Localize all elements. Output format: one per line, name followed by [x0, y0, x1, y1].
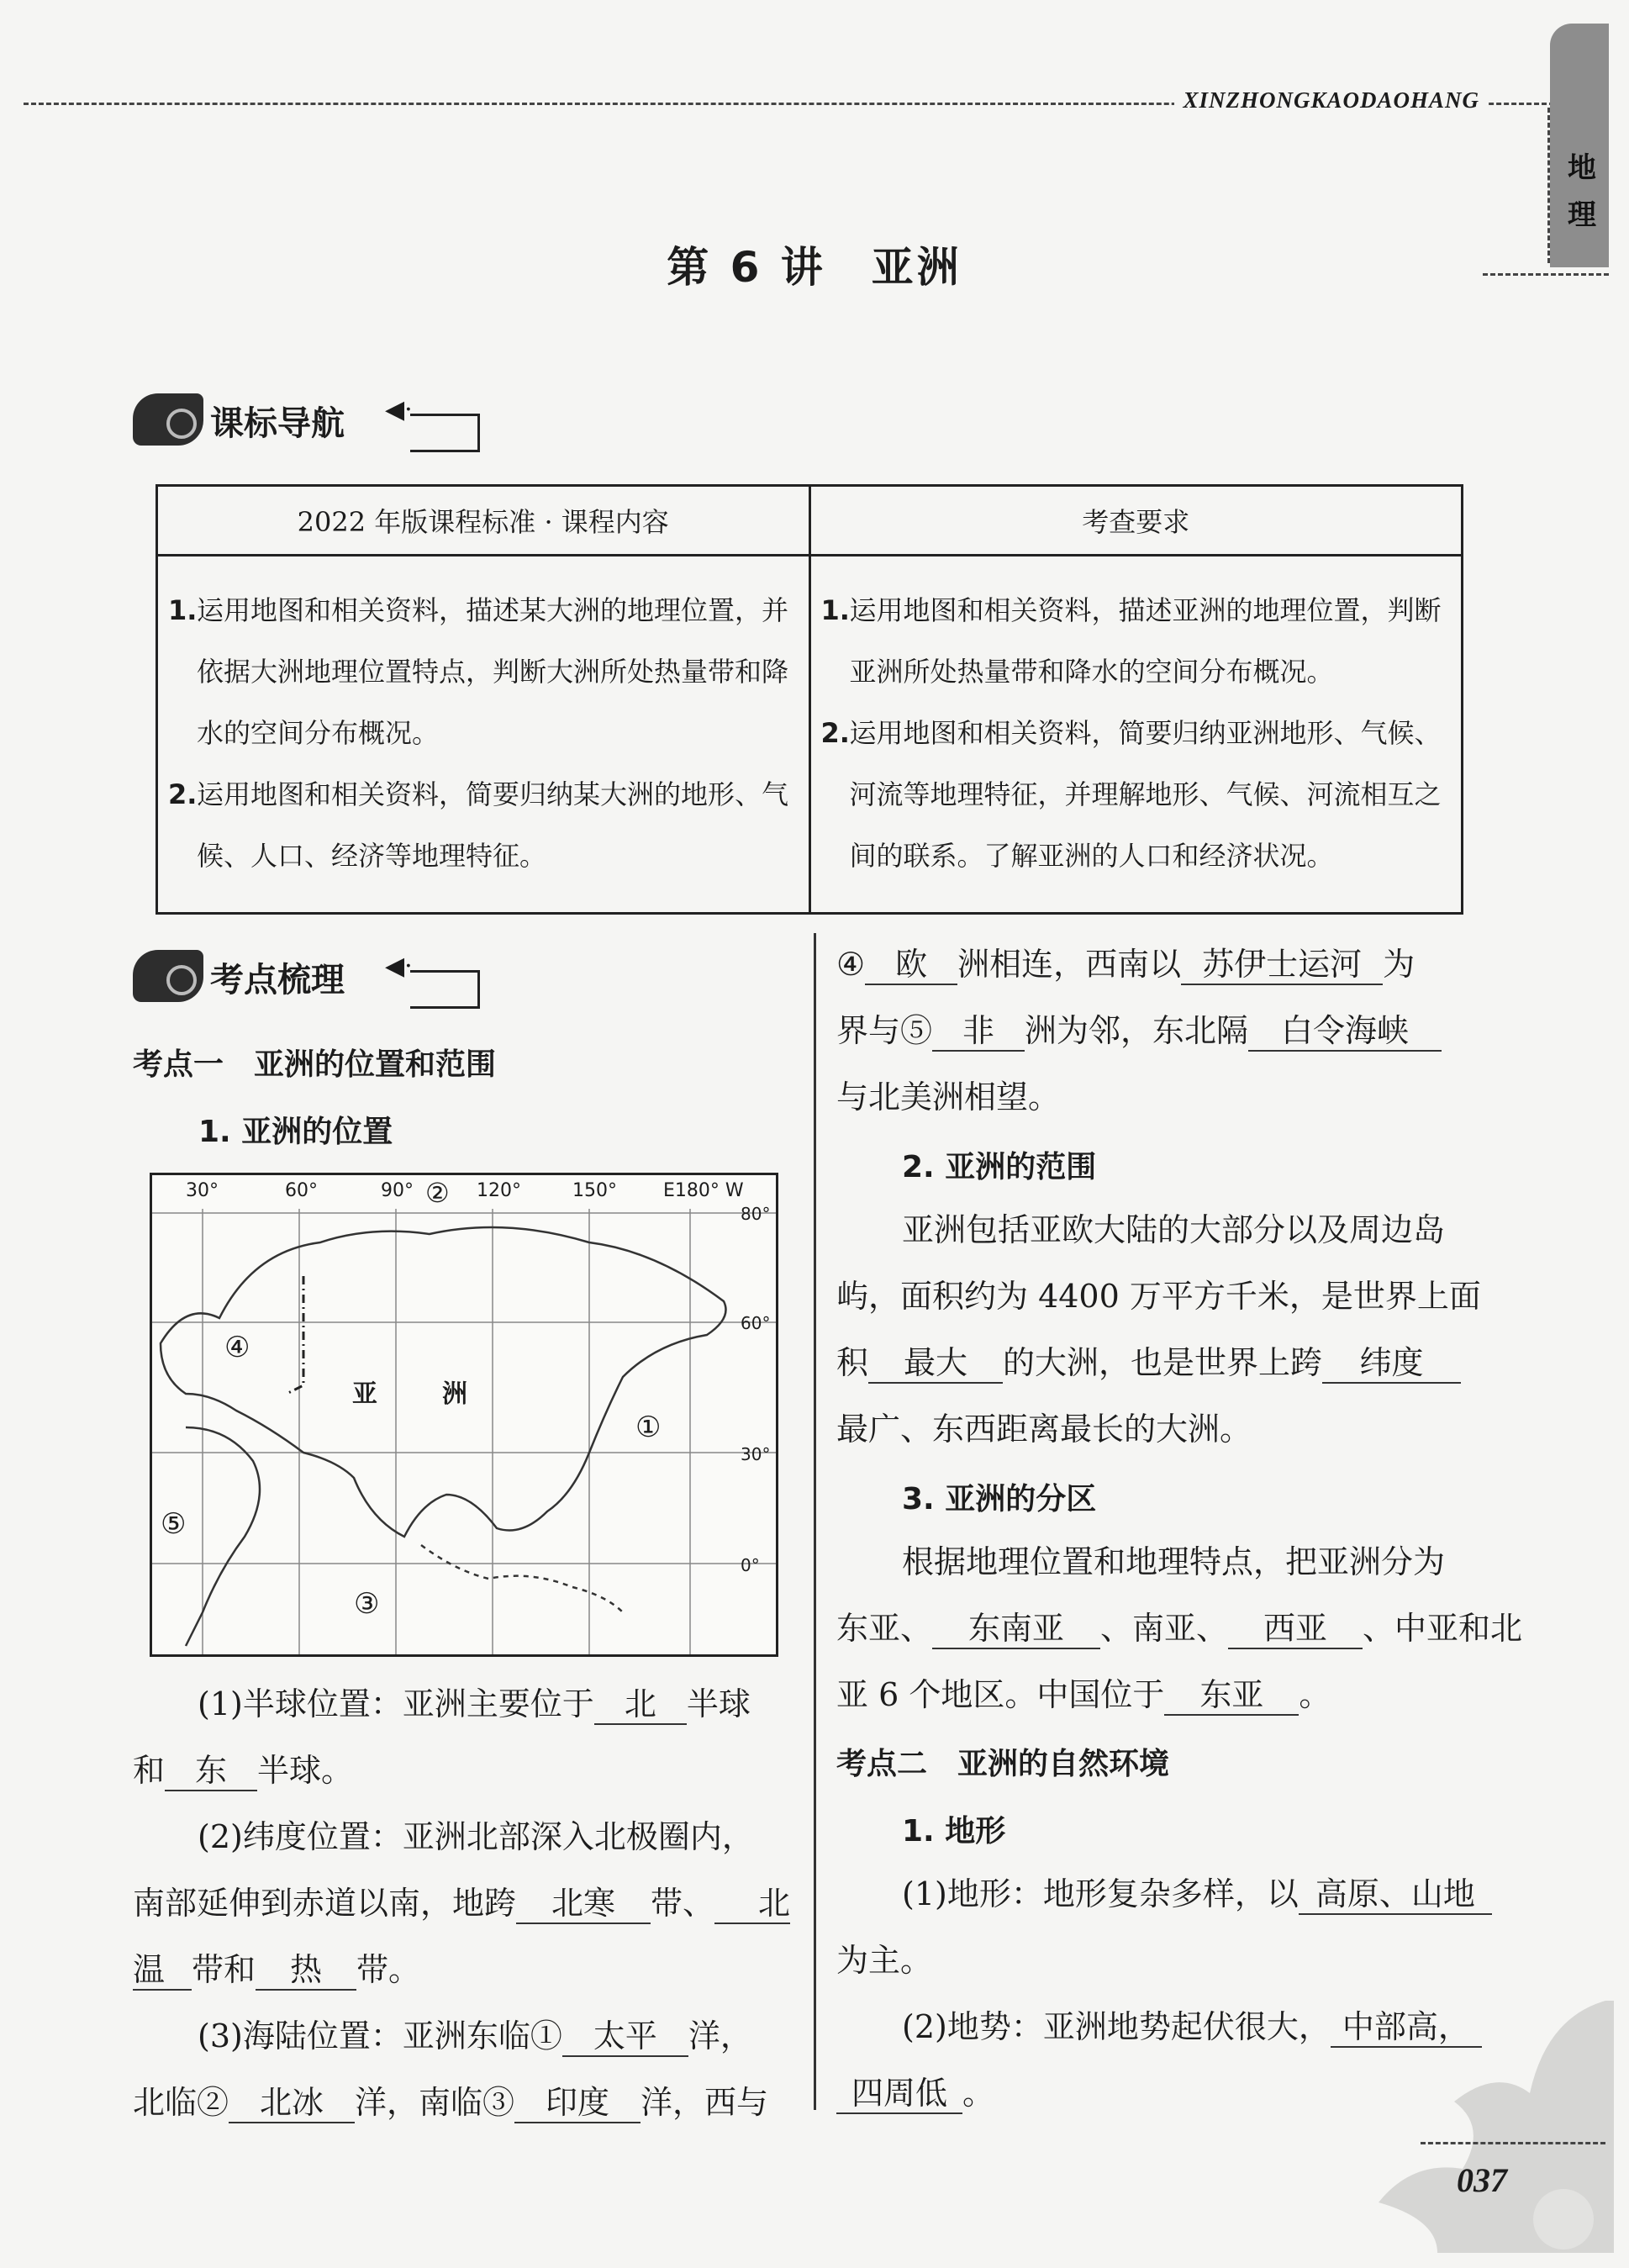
- arrow-icon: ◀·: [385, 395, 413, 425]
- paragraph: 与北美洲相望。: [836, 1079, 1061, 1116]
- paragraph: [198, 2003, 811, 2070]
- answer-blank: 欧: [865, 947, 957, 985]
- answer-blank: 热: [256, 1952, 356, 1991]
- answer-blank: 四周低: [836, 2075, 962, 2114]
- paragraph: [133, 1738, 805, 1804]
- section-header-points: [133, 948, 486, 1005]
- paragraph: 屿，面积约为 4400 万平方千米，是世界上面: [836, 1278, 1481, 1315]
- map-marker: ②: [425, 1177, 450, 1209]
- text: 带和: [192, 1951, 256, 1988]
- paragraph: [836, 1662, 1500, 1728]
- side-tab-char: 理: [1568, 198, 1596, 232]
- map-marker: ④: [224, 1331, 250, 1364]
- paragraph: [133, 2070, 814, 2136]
- item-text: 运用地图和相关资料，描述某大洲的地理位置，并依据大洲地理位置特点，判断大洲所处热量带和降水的空间分布概况。: [197, 594, 789, 749]
- paragraph: [836, 1596, 1523, 1662]
- section-title: 课标导航: [210, 404, 345, 443]
- paragraph: [198, 1671, 803, 1738]
- text: 亚 6 个地区。中国位于: [836, 1676, 1165, 1713]
- answer-blank: 北: [594, 1686, 687, 1725]
- text: 的大洲，也是世界上跨: [1003, 1344, 1323, 1381]
- answer-blank: 最大: [868, 1345, 1003, 1384]
- text: 南部延伸到赤道以南，地跨: [133, 1885, 517, 1922]
- text: (2)地势：亚洲地势起伏很大，: [902, 2008, 1331, 2045]
- sub-heading: 3. 亚洲的分区: [902, 1482, 1097, 1516]
- map-lon-label: E180° W: [663, 1180, 744, 1201]
- section-title: 考点梳理: [210, 961, 345, 1000]
- text: 、中亚和北: [1363, 1610, 1523, 1647]
- sub-heading: 2. 亚洲的范围: [902, 1150, 1097, 1184]
- paragraph: (2)纬度位置：亚洲北部深入北极圈内，: [198, 1818, 754, 1855]
- map-lat-label: 30°: [741, 1444, 771, 1464]
- text: 洋，西与: [641, 2084, 769, 2121]
- paragraph: 根据地理位置和地理特点，把亚洲分为: [902, 1543, 1446, 1580]
- text: 半球: [686, 1685, 751, 1722]
- map-lon-label: 150°: [572, 1180, 617, 1201]
- section-bracket: [410, 970, 480, 1009]
- item-text: 运用地图和相关资料，描述亚洲的地理位置，判断亚洲所处热量带和降水的空间分布概况。: [849, 594, 1442, 688]
- answer-blank: 苏伊士运河: [1181, 947, 1383, 985]
- map-marker: ①: [635, 1411, 662, 1444]
- paragraph: 亚洲包括亚欧大陆的大部分以及周边岛: [902, 1211, 1446, 1248]
- sub-heading: 1. 地形: [902, 1814, 1006, 1849]
- text: 洲相连，西南以: [957, 946, 1182, 983]
- answer-blank: 东南亚: [932, 1611, 1100, 1649]
- item-number: 2.: [820, 717, 850, 749]
- list-item: [168, 580, 799, 764]
- map-lon-label: 90°: [381, 1180, 414, 1201]
- side-tab-label: [1557, 145, 1607, 239]
- table-header: 考查要求: [809, 486, 1463, 556]
- answer-blank: 非: [932, 1013, 1025, 1052]
- side-tab-char: 地: [1568, 151, 1596, 185]
- list-item: [821, 703, 1452, 887]
- sub-heading: 1. 亚洲的位置: [198, 1115, 393, 1149]
- paragraph: [836, 1330, 1500, 1396]
- list-item: [821, 580, 1452, 703]
- text: 东亚、: [836, 1610, 933, 1647]
- paragraph: [836, 2060, 994, 2127]
- answer-blank: 白令海峡: [1248, 1013, 1442, 1052]
- section-bracket: [410, 414, 480, 452]
- text: 和: [133, 1752, 166, 1789]
- answer-blank: 太平: [562, 2018, 688, 2057]
- item-text: 运用地图和相关资料，简要归纳某大洲的地形、气候、人口、经济等地理特征。: [197, 778, 789, 872]
- text: 带。: [356, 1951, 421, 1988]
- list-item: [168, 764, 799, 887]
- text: 。: [962, 2075, 995, 2112]
- map-lon-label: 60°: [285, 1180, 318, 1201]
- text: 、南亚、: [1100, 1610, 1229, 1647]
- paragraph: [836, 998, 1500, 1064]
- answer-blank: 北寒: [516, 1886, 651, 1924]
- map-lat-label: 60°: [741, 1313, 771, 1333]
- answer-blank: 东亚: [1164, 1677, 1299, 1716]
- answer-blank: 印度: [514, 2085, 641, 2123]
- text: 。: [1299, 1676, 1331, 1713]
- text: 为: [1383, 946, 1415, 983]
- page-number: 037: [1457, 2161, 1507, 2199]
- table-cell-right: [809, 556, 1463, 914]
- running-title: XINZHONGKAODAOHANG: [1174, 87, 1488, 113]
- text: 北临②: [133, 2084, 229, 2121]
- text: (1)地形：地形复杂多样，以: [902, 1875, 1299, 1912]
- decorative-splash: [1244, 1967, 1614, 2253]
- item-number: 2.: [168, 778, 198, 810]
- text: 洋，: [688, 2017, 752, 2054]
- text: 洲为邻，东北隔: [1025, 1012, 1249, 1049]
- page-title: 第 6 讲 亚洲: [667, 243, 962, 292]
- item-number: 1.: [820, 594, 850, 626]
- kp2-title: 考点二 亚洲的自然环境: [836, 1747, 1170, 1781]
- map-lon-label: 120°: [477, 1180, 521, 1201]
- answer-blank: 北冰: [229, 2085, 355, 2123]
- text: (1)半球位置：亚洲主要位于: [198, 1685, 594, 1722]
- footer-dashed-rule: [1421, 2142, 1605, 2144]
- paragraph: [133, 1937, 814, 2003]
- map-marker: ③: [354, 1587, 380, 1621]
- map-svg: [152, 1175, 776, 1654]
- answer-blank: 中部高，: [1331, 2009, 1482, 2048]
- answer-blank: 温: [133, 1952, 192, 1991]
- column-divider: [814, 933, 816, 2110]
- paragraph: [133, 1870, 814, 1937]
- table-header: 2022 年版课程标准 · 课程内容: [157, 486, 810, 556]
- paragraph: 最广、东西距离最长的大洲。: [836, 1411, 1252, 1448]
- answer-blank: 高原、山地: [1299, 1876, 1492, 1915]
- map-lon-label: 30°: [186, 1180, 219, 1201]
- compass-icon: [133, 950, 203, 1002]
- arrow-icon: ◀·: [385, 952, 413, 981]
- text: 洋，南临③: [355, 2084, 515, 2121]
- text: 积: [836, 1344, 869, 1381]
- answer-blank: 东: [165, 1753, 257, 1791]
- kp1-title: 考点一 亚洲的位置和范围: [133, 1047, 497, 1082]
- map-label-asia: 亚: [352, 1379, 377, 1409]
- map-lat-label: 0°: [741, 1555, 760, 1575]
- answer-blank: 西亚: [1228, 1611, 1363, 1649]
- text: (3)海陆位置：亚洲东临①: [198, 2017, 562, 2054]
- item-text: 运用地图和相关资料，简要归纳亚洲地形、气候、河流等地理特征，并理解地形、气候、河流相互之间的联系。了解亚洲的人口和经济状况。: [849, 717, 1442, 872]
- map-label-asia: 洲: [442, 1379, 467, 1409]
- text: 半球。: [257, 1752, 354, 1789]
- paragraph: [836, 931, 1500, 998]
- table-cell-left: [157, 556, 810, 914]
- section-header-nav: [133, 392, 486, 449]
- text: 界与⑤: [836, 1012, 933, 1049]
- paragraph: [902, 1861, 1507, 1928]
- map-lat-label: 80°: [741, 1204, 771, 1224]
- answer-blank: 北: [714, 1886, 790, 1924]
- item-number: 1.: [168, 594, 198, 626]
- asia-map: [150, 1173, 778, 1657]
- text: 带、: [651, 1885, 715, 1922]
- paragraph: 为主。: [836, 1942, 933, 1979]
- map-marker: ⑤: [161, 1507, 187, 1541]
- curriculum-table: [156, 484, 1463, 915]
- compass-icon: [133, 393, 203, 446]
- text: ④: [836, 946, 866, 983]
- answer-blank: 纬度: [1322, 1345, 1461, 1384]
